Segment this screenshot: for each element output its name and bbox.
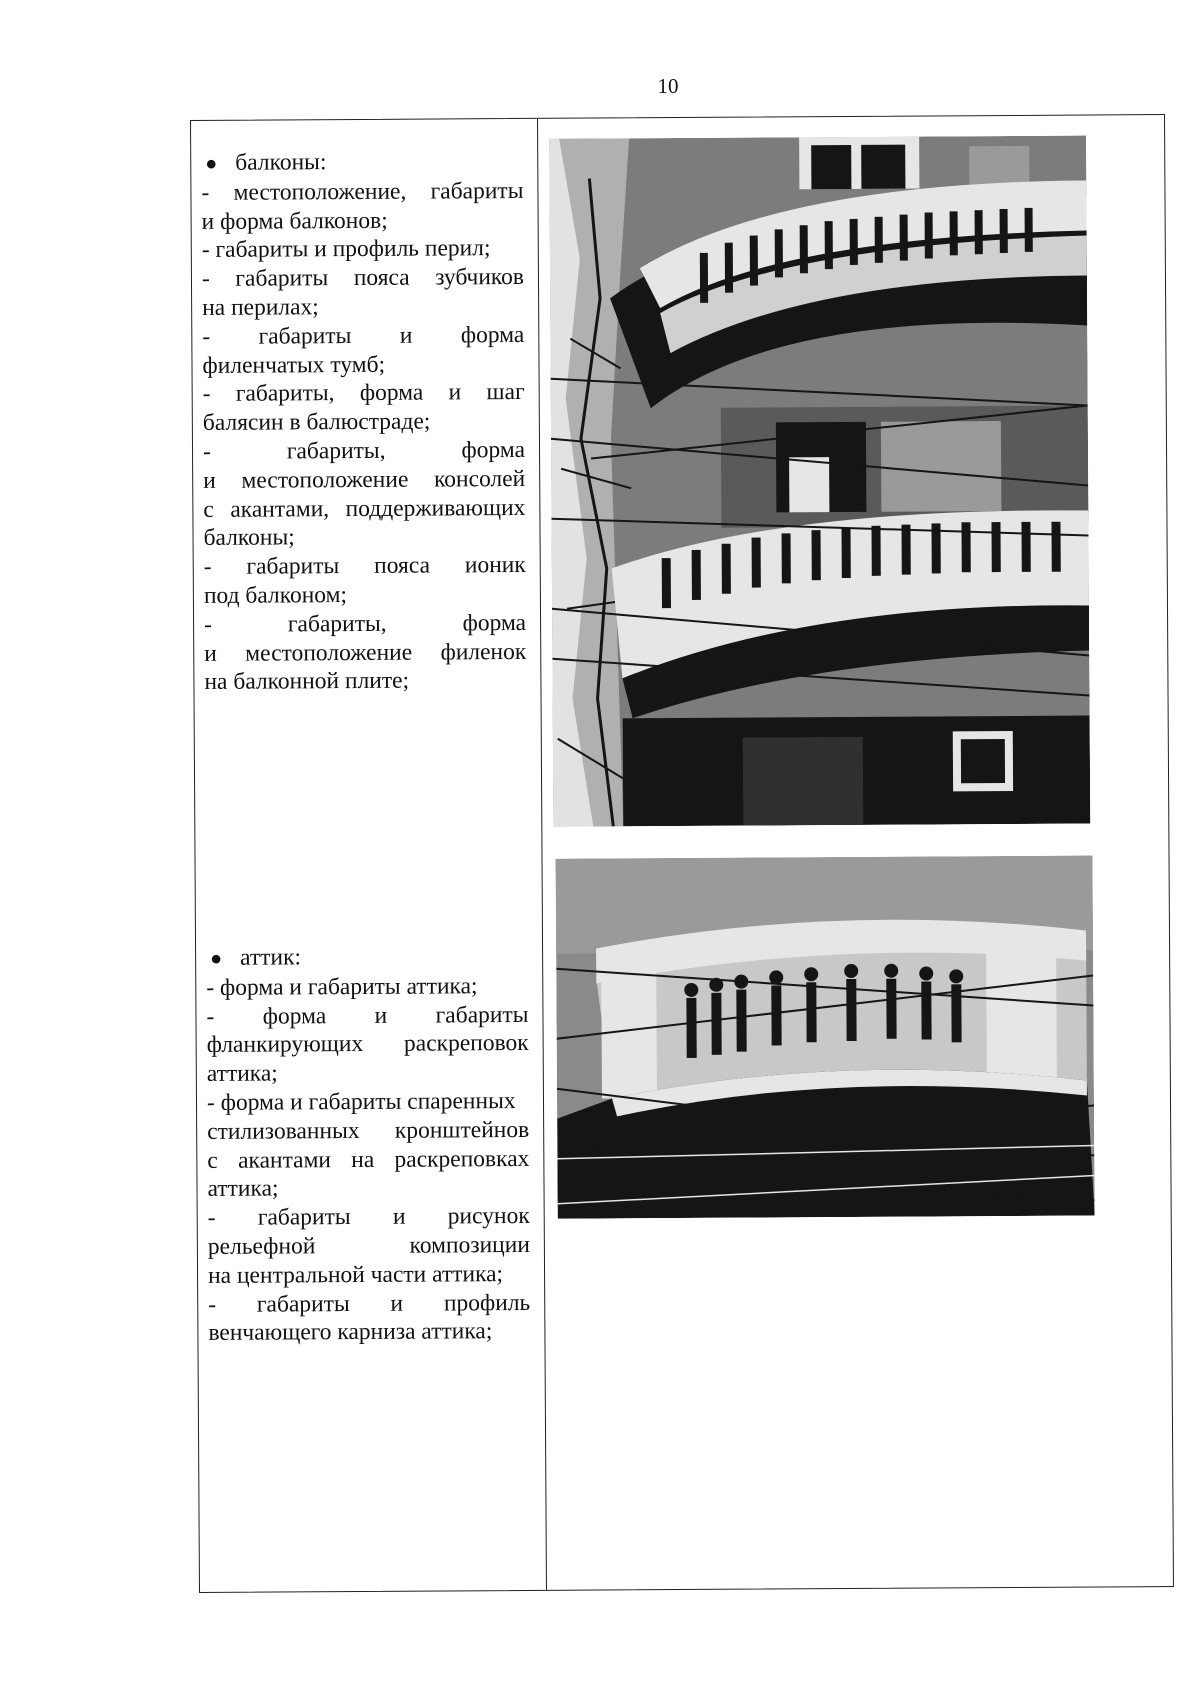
page-number: 10 (657, 74, 679, 98)
document-table (190, 114, 1174, 1593)
text-line: под балконом; (203, 582, 348, 609)
bullet-icon: ● (205, 152, 218, 175)
attic-photo (556, 856, 1095, 1219)
text-line: фланкирующих раскреповок (206, 1030, 529, 1059)
balconies-text (201, 147, 526, 697)
text-line: на балконной плите; (204, 668, 410, 696)
text-line: - форма и габариты спаренных (206, 1088, 516, 1116)
balcony-photo (549, 136, 1090, 827)
text-line: - местоположение, габариты (201, 177, 524, 206)
text-line: - габариты пояса зубчиков (201, 264, 525, 293)
text-line: аттика; (207, 1175, 279, 1203)
text-line: с акантами, поддерживающих (203, 494, 526, 523)
text-line: рельефной композиции (207, 1231, 530, 1260)
text-line: - габариты, форма и шаг (202, 379, 525, 408)
attic-heading: ● аттик: (206, 942, 528, 974)
text-line: и форма балконов; (201, 207, 388, 235)
column-divider (537, 119, 547, 1590)
text-line: и местоположение филенок (204, 638, 527, 667)
text-line: - габариты, форма (202, 436, 526, 465)
balconies-heading: ● балконы: (201, 147, 523, 179)
text-line: венчающего карниза аттика; (208, 1318, 493, 1347)
text-line: и местоположение консолей (203, 465, 526, 494)
balcony-photo-graphic (549, 136, 1090, 827)
text-line: балконы; (203, 524, 295, 552)
text-line: - габариты, форма (204, 609, 527, 638)
text-line: - форма и габариты аттика; (206, 973, 478, 1001)
text-line: стилизованных кронштейнов (207, 1116, 530, 1145)
text-line: - габариты и профиль перил; (201, 235, 491, 264)
text-line: на перилах; (202, 294, 319, 321)
text-line: - форма и габариты (206, 1001, 529, 1030)
attic-photo-graphic (556, 856, 1095, 1219)
text-line: балясин в балюстраде; (202, 408, 431, 437)
text-line: - габариты и форма (202, 321, 525, 350)
bullet-icon: ● (210, 947, 223, 970)
text-line: аттика; (206, 1060, 278, 1088)
text-line: филенчатых тумб; (202, 351, 386, 379)
attic-text (206, 942, 530, 1348)
text-line: - габариты пояса ионик (203, 552, 526, 581)
text-line: с акантами на раскреповках (207, 1145, 530, 1174)
text-line: на центральной части аттика; (207, 1260, 504, 1289)
text-line: - габариты и рисунок (207, 1203, 530, 1232)
text-line: - габариты и профиль (208, 1289, 531, 1318)
